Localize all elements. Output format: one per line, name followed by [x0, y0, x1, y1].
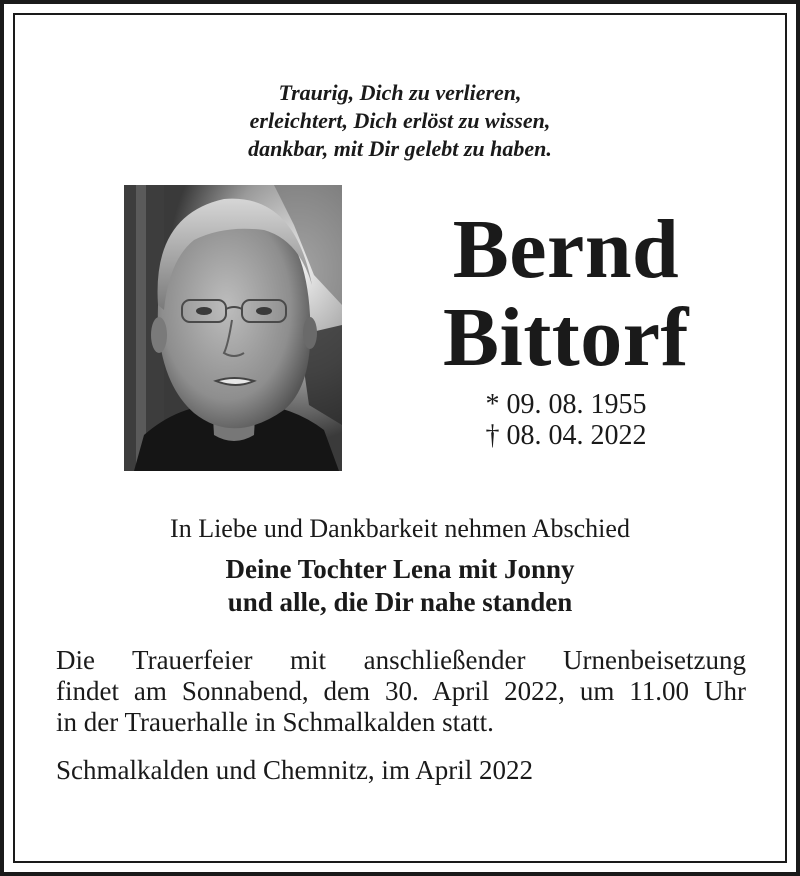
life-dates: [400, 389, 732, 451]
first-name: Bernd: [452, 203, 680, 296]
last-name: Bittorf: [442, 291, 690, 384]
ceremony-notice: [56, 645, 746, 738]
birth-date: * 09. 08. 1955: [485, 389, 647, 420]
deceased-name: [400, 203, 732, 384]
memorial-quote: [0, 79, 800, 163]
quote-line: dankbar, mit Dir gelebt zu haben.: [248, 136, 552, 161]
mourner-line: Deine Tochter Lena mit Jonny: [225, 554, 575, 584]
ceremony-line: in der Trauerhalle in Schmalkalden statt.: [56, 707, 494, 737]
portrait-illustration: [124, 185, 342, 471]
mourner-line: und alle, die Dir nahe standen: [227, 587, 573, 617]
portrait-photo: [124, 185, 342, 471]
quote-line: Traurig, Dich zu verlieren,: [278, 80, 522, 105]
ceremony-line: Die Trauerfeier mit anschließender Urnenbeisetzung: [56, 645, 746, 675]
death-date: † 08. 04. 2022: [485, 420, 647, 451]
quote-line: erleichtert, Dich erlöst zu wissen,: [249, 108, 551, 133]
farewell-text: In Liebe und Dankbarkeit nehmen Abschied: [170, 514, 630, 543]
place-and-date: Schmalkalden und Chemnitz, im April 2022: [56, 755, 533, 785]
mourners: [0, 553, 800, 619]
ceremony-line: findet am Sonnabend, dem 30. April 2022, um 11.00 Uhr: [56, 676, 746, 706]
